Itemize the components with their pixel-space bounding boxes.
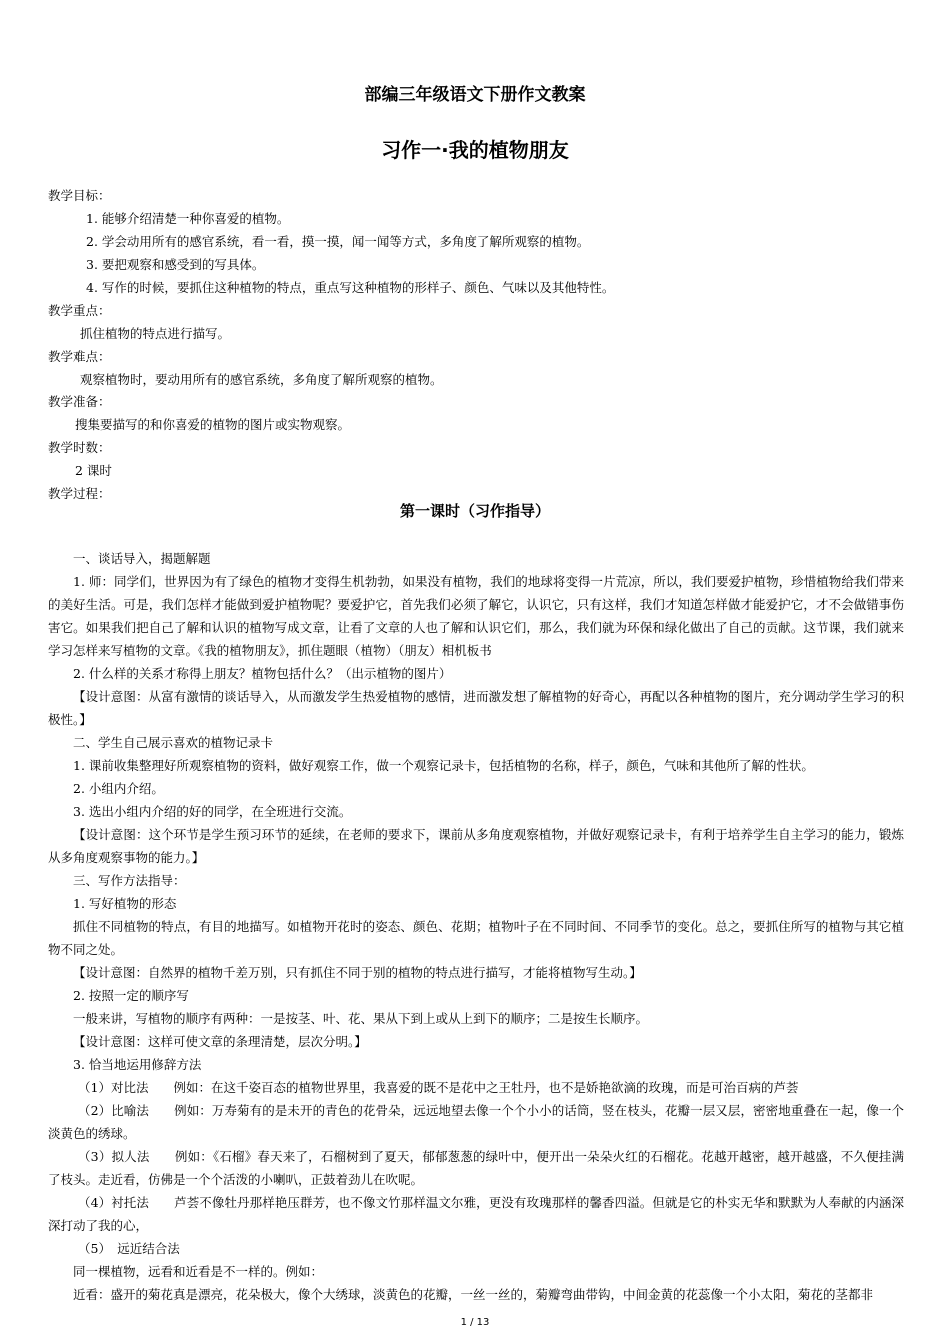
- design-note-1: 【设计意图：从富有激情的谈话导入，从而激发学生热爱植物的感情，进而激发想了解植物的好奇心，再配以各种植物的图片，充分调动学生学习的积极性。】: [48, 689, 904, 727]
- preparation-text: 搜集要描写的和你喜爱的植物的图片或实物观察。: [75, 417, 351, 432]
- section-heading-2: 二、学生自己展示喜欢的植物记录卡: [73, 735, 274, 750]
- page-number: 1 / 13: [460, 1317, 490, 1328]
- method-foil: （4）衬托法 芦荟不像牡丹那样艳压群芳，也不像文竹那样温文尔雅，更没有玫瑰那样的馨香四溢。但就是它的朴实无华和默默为人奉献的内涵深深打动了我的心，: [48, 1195, 904, 1233]
- method-personification: （3）拟人法 例如：《石榴》春天来了，石榴树到了夏天，郁郁葱葱的绿叶中，便开出一朵朵火红的石榴花。花越开越密，越开越盛，不久便挂满了枝头。走近看，仿佛是一个个活泼的小喇叭，正鼓着劲儿在吹呢。: [48, 1149, 904, 1187]
- lesson-title: 习作一·我的植物朋友: [381, 138, 569, 162]
- goal-3: 3. 要把观察和感受到的写具体。: [86, 257, 265, 272]
- method-contrast: （1）对比法 例如：在这千姿百态的植物世界里，我喜爱的既不是花中之王牡丹，也不是娇艳欲滴的玫瑰，而是可治百病的芦荟: [78, 1080, 799, 1095]
- paragraph-7: 一般来讲，写植物的顺序有两种：一是按茎、叶、花、果从下到上或从上到下的顺序；二是按生长顺序。: [73, 1011, 649, 1026]
- difficulties-text: 观察植物时，要动用所有的感官系统，多角度了解所观察的植物。: [80, 372, 443, 387]
- paragraph-5: 3. 选出小组内介绍的好的同学，在全班进行交流。: [73, 804, 352, 819]
- section-heading-3: 三、写作方法指导：: [73, 873, 186, 888]
- paragraph-2: 2. 什么样的关系才称得上朋友？植物包括什么？（出示植物的图片）: [73, 666, 452, 681]
- heading-process: 教学过程：: [48, 486, 111, 501]
- hours-text: 2 课时: [75, 463, 112, 478]
- document-title: 部编三年级语文下册作文教案: [364, 85, 586, 105]
- paragraph-6: 抓住不同植物的特点，有目的地描写。如植物开花时的姿态、颜色、花期；植物叶子在不同时间、不同季节的变化。总之，要抓住所写的植物与其它植物不同之处。: [48, 919, 904, 957]
- method-near-far: （5） 远近结合法: [78, 1241, 180, 1256]
- paragraph-9: 近看：盛开的菊花真是漂亮，花朵极大，像个大绣球，淡黄色的花瓣，一丝一丝的，菊瓣弯曲带钩，中间金黄的花蕊像一个小太阳，菊花的茎都非: [73, 1287, 874, 1302]
- paragraph-1: 1. 师：同学们，世界因为有了绿色的植物才变得生机勃勃，如果没有植物，我们的地球将变得一片荒凉，所以，我们要爱护植物，珍惜植物给我们带来的美好生活。可是，我们怎样才能做到爱护植物呢？要爱护它，首先我们必须了解它，认识它，只有这样，我们才知道怎样做才能爱护它，才不会做错事伤害它。如果我们把自己了解和认识的植物写成文章，让看了文章的人也了解和认识它们，那么，我们就为环保和绿化做出了自己的贡献。这节课，我们就来学习怎样来写植物的文章。《我的植物朋友》，抓住题眼（植物）（朋友）相机板书: [48, 574, 904, 658]
- paragraph-8: 同一棵植物，远看和近看是不一样的。例如：: [73, 1264, 324, 1279]
- section-heading-1: 一、谈话导入，揭题解题: [73, 551, 211, 566]
- heading-difficulties: 教学难点：: [48, 349, 111, 364]
- paragraph-4: 2. 小组内介绍。: [73, 781, 164, 796]
- design-note-2: 【设计意图：这个环节是学生预习环节的延续，在老师的要求下，课前从多角度观察植物，并做好观察记录卡，有利于培养学生自主学习的能力，锻炼从多角度观察事物的能力。】: [48, 827, 904, 865]
- goal-4: 4. 写作的时候，要抓住这种植物的特点，重点写这种植物的形样子、颜色、气味以及其他特性。: [86, 280, 615, 295]
- key-points-text: 抓住植物的特点进行描写。: [80, 326, 231, 341]
- goal-2: 2. 学会动用所有的感官系统，看一看，摸一摸，闻一闻等方式，多角度了解所观察的植物。: [86, 234, 590, 249]
- goal-1: 1. 能够介绍清楚一种你喜爱的植物。: [86, 211, 290, 226]
- design-note-4: 【设计意图：这样可使文章的条理清楚，层次分明。】: [73, 1034, 367, 1049]
- heading-preparation: 教学准备：: [48, 394, 111, 409]
- heading-hours: 教学时数：: [48, 440, 111, 455]
- heading-key-points: 教学重点：: [48, 303, 111, 318]
- method-metaphor: （2）比喻法 例如：万寿菊有的是未开的青色的花骨朵，远远地望去像一个个小小的话筒，竖在枝头，花瓣一层又层，密密地重叠在一起，像一个淡黄色的绣球。: [48, 1103, 904, 1141]
- paragraph-3: 1. 课前收集整理好所观察植物的资料，做好观察工作，做一个观察记录卡，包括植物的名称，样子，颜色，气味和其他所了解的性状。: [73, 758, 814, 773]
- subheading-1: 1. 写好植物的形态: [73, 896, 177, 911]
- subheading-2: 2. 按照一定的顺序写: [73, 988, 189, 1003]
- section-title: 第一课时（习作指导）: [399, 502, 550, 520]
- heading-teaching-goals: 教学目标：: [48, 188, 111, 203]
- subheading-3: 3. 恰当地运用修辞方法: [73, 1057, 202, 1072]
- design-note-3: 【设计意图：自然界的植物千差万别，只有抓住不同于别的植物的特点进行描写，才能将植物写生动。】: [73, 965, 642, 980]
